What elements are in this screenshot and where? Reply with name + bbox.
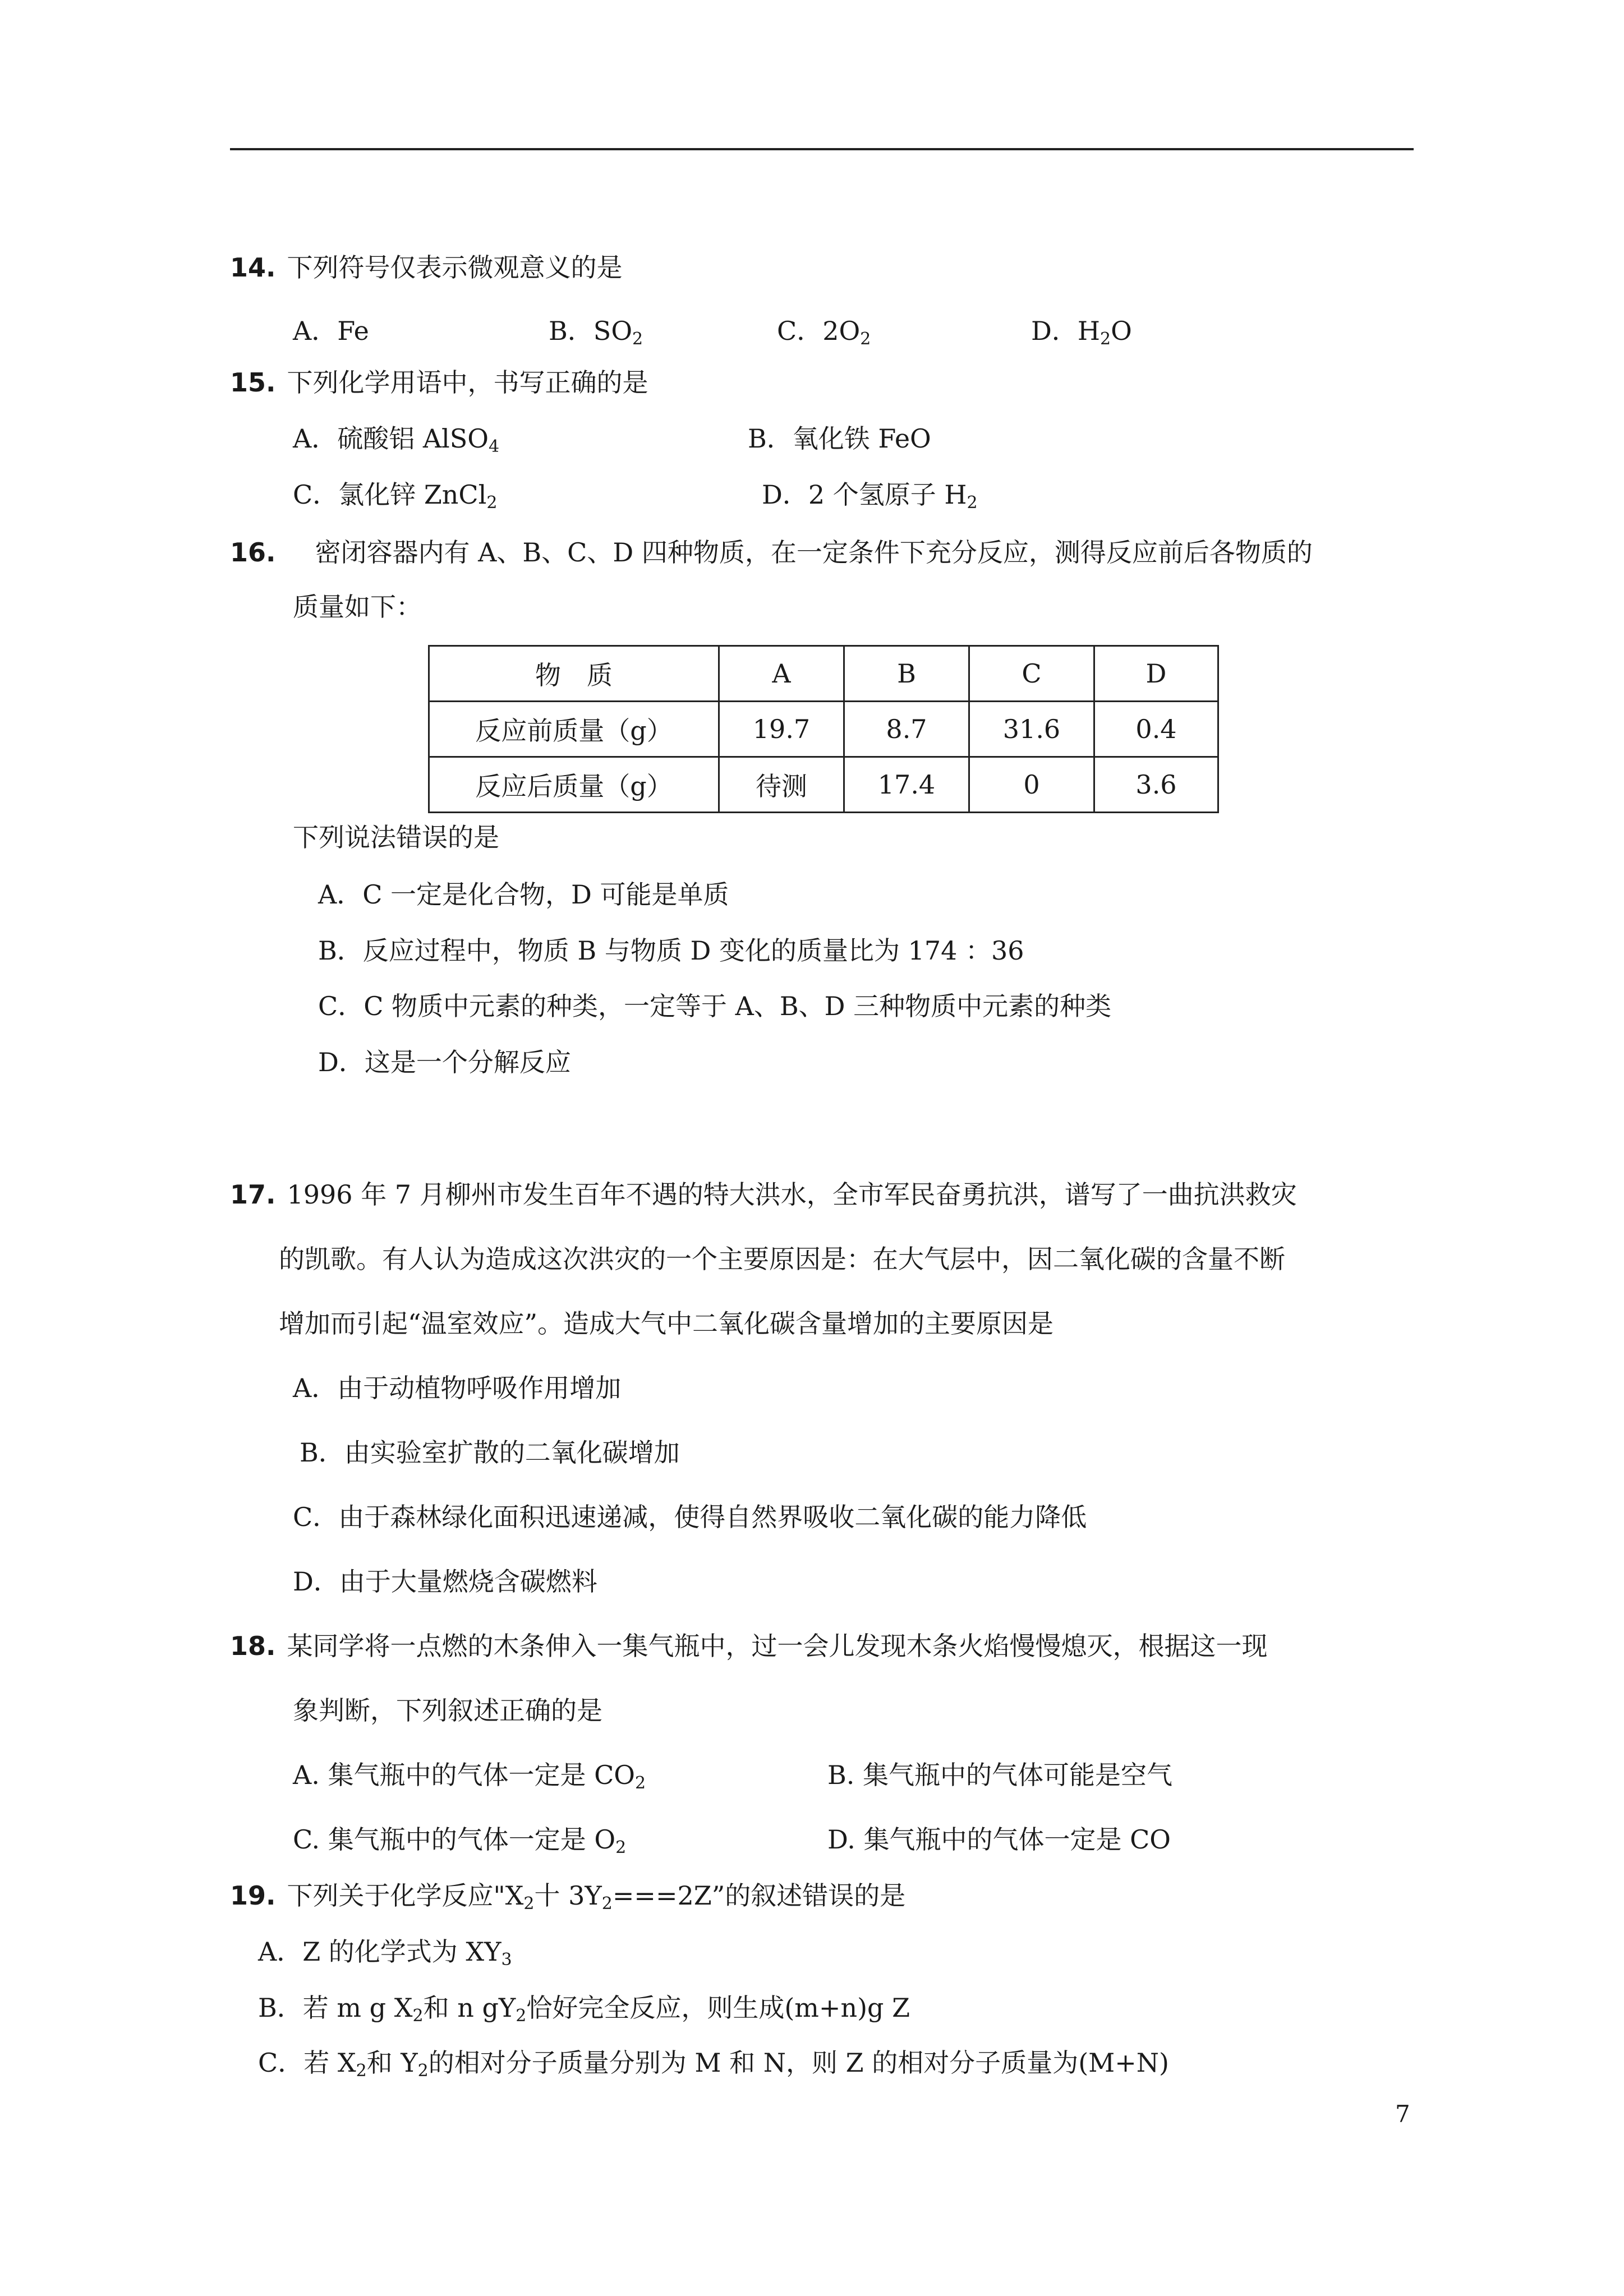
question-16-stem: 16. 密闭容器内有 A、B、C、D 四种物质，在一定条件下充分反应，测得反应前后各物质的 [230, 537, 1313, 568]
table-cell: 17.4 [844, 757, 969, 813]
table-cell: 待测 [719, 757, 844, 813]
question-15-stem: 15. 下列化学用语中，书写正确的是 [230, 367, 648, 398]
question-number: 15. [230, 367, 276, 398]
table-cell: 物 质 [429, 646, 719, 702]
q17-option-c: C．由于森林绿化面积迅速递减，使得自然界吸收二氧化碳的能力降低 [293, 1502, 1087, 1532]
q16-option-d: D．这是一个分解反应 [318, 1047, 571, 1077]
table-row [429, 646, 1218, 702]
table-cell: C [969, 646, 1094, 702]
question-18-stem-cont: 象判断，下列叙述正确的是 [293, 1695, 602, 1726]
question-16-stem-cont: 质量如下： [293, 592, 422, 622]
question-18-stem: 18. 某同学将一点燃的木条伸入一集气瓶中，过一会儿发现木条火焰慢慢熄灭，根据这一现 [230, 1631, 1268, 1661]
q16-option-c: C．C 物质中元素的种类，一定等于 A、B、D 三种物质中元素的种类 [318, 991, 1112, 1021]
table-cell: 0 [969, 757, 1094, 813]
question-19-stem: 19. 下列关于化学反应"$X_2$十 $3Y_2===2Z$”的叙述错误的是 [230, 1880, 906, 1914]
question-17-stem-cont: 的凯歌。有人认为造成这次洪灾的一个主要原因是：在大气层中，因二氧化碳的含量不断 [279, 1244, 1285, 1274]
question-number: 19. [230, 1880, 276, 1911]
q18-option-b: B. 集气瓶中的气体可能是空气 [827, 1760, 1173, 1790]
q15-option-d: D．2 个氢原子 $H_2$ [762, 480, 978, 513]
question-number: 16. [230, 537, 276, 568]
q17-option-b: B．由实验室扩散的二氧化碳增加 [300, 1437, 680, 1468]
table-row [429, 702, 1218, 757]
question-number: 17. [230, 1179, 276, 1210]
table-cell: 反应后质量（g） [429, 757, 719, 813]
question-14-stem: 14. 下列符号仅表示微观意义的是 [230, 252, 623, 283]
q18-option-c: C. 集气瓶中的气体一定是 $O_2$ [293, 1824, 627, 1857]
q15-option-c: C．氯化锌 ZnCl$_2$ [293, 480, 498, 513]
table-cell: 反应前质量（g） [429, 702, 719, 757]
q17-option-d: D．由于大量燃烧含碳燃料 [293, 1566, 597, 1597]
q18-option-d: D. 集气瓶中的气体一定是 CO [827, 1824, 1171, 1855]
table-row [429, 757, 1218, 813]
q14-option-d: D．$H_2O$ [1031, 316, 1132, 349]
question-number: 14. [230, 252, 276, 283]
table-cell: 31.6 [969, 702, 1094, 757]
q18-option-a: A. 集气瓶中的气体一定是 $CO_2$ [293, 1760, 646, 1793]
q14-option-b: B．$SO_2$ [549, 316, 643, 349]
table-cell: D [1094, 646, 1218, 702]
q14-option-c: C．$2O_2$ [777, 316, 871, 349]
question-17-stem: 17. 1996 年 7 月柳州市发生百年不遇的特大洪水，全市军民奋勇抗洪，谱写了一曲抗洪救灾 [230, 1179, 1297, 1210]
q16-option-a: A．C 一定是化合物，D 可能是单质 [318, 879, 729, 910]
q16-option-b: B．反应过程中，物质 B 与物质 D 变化的质量比为 174 ：36 [318, 935, 1024, 966]
table-cell: 0.4 [1094, 702, 1218, 757]
q15-option-a: A．硫酸铝 AlSO$_4$ [293, 423, 500, 457]
header-rule [230, 148, 1414, 150]
table-cell: A [719, 646, 844, 702]
table-cell: 3.6 [1094, 757, 1218, 813]
q15-option-b: B．氧化铁 FeO [748, 423, 931, 454]
mass-table [428, 645, 1219, 813]
question-16-prompt: 下列说法错误的是 [293, 822, 499, 852]
table-cell: 19.7 [719, 702, 844, 757]
question-17-stem-cont: 增加而引起“温室效应”。造成大气中二氧化碳含量增加的主要原因是 [279, 1308, 1054, 1339]
q14-option-a: A．Fe [293, 316, 369, 346]
q19-option-b: B．若 m g $X_2$和 n $gY_2$恰好完全反应，则生成(m+n)g Z [258, 1993, 910, 2026]
table-cell: B [844, 646, 969, 702]
table-cell: 8.7 [844, 702, 969, 757]
q19-option-c: C．若 $X_2$和 $Y_2$的相对分子质量分别为 M 和 N，则 Z 的相对分子质量为(M+N) [258, 2048, 1169, 2081]
question-number: 18. [230, 1631, 276, 1661]
page-number: 7 [1395, 2100, 1410, 2128]
q19-option-a: A．Z 的化学式为 $XY_3$ [258, 1937, 512, 1970]
q17-option-a: A．由于动植物呼吸作用增加 [293, 1373, 622, 1403]
